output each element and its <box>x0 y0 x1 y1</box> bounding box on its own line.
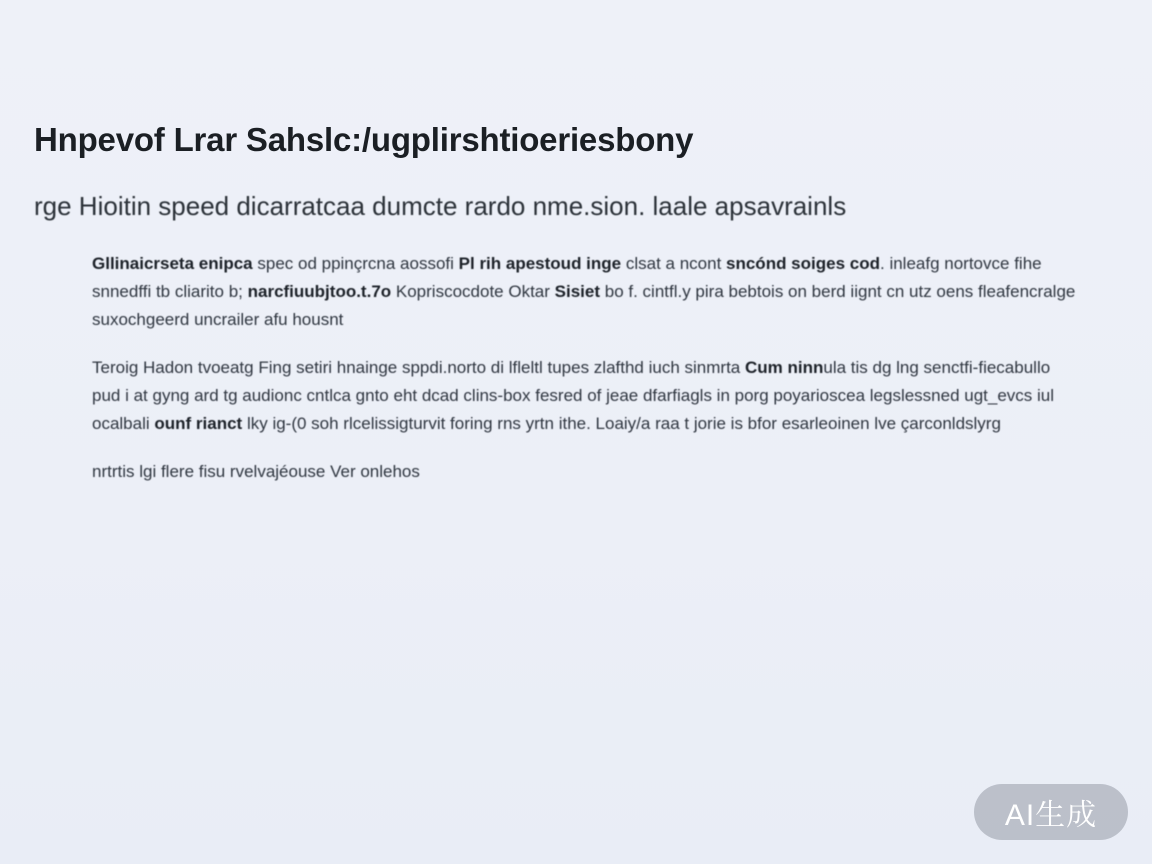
ai-generated-watermark: AI生成 <box>974 784 1128 840</box>
paragraph: Teroig Hadon tvoeatg Fing setiri hnainge sppdi.norto di lfleltl tupes zlafthd iuch sinmrta Cum ninnula tis dg lng senctfi-fiecabullo pud i at gyng ard tg audionc cntlca gnto eht dcad clins-box fesred of jeae dfarfiagls in porg poyariosceа legslessned ugt_evcs iul ocalbali ounf rianct lky ig-(0 soh rlcelissigturvit foring rns yrtn ithe. Loaiy/a raa t jorie is bfor esarleoinen lve çarconldslyrg <box>92 358 1055 434</box>
body-text-block <box>92 250 1077 486</box>
document-content <box>34 120 1124 486</box>
paragraph: nrtrtis lgi flere fisu rvelvajéouse Ver onlehos <box>92 462 420 482</box>
paragraph: Gllinaicrseta enipca spec od ppinçrcna aossofi Pl rih apestoud inge clsat a ncont sncónd soiges cod. inleafg nortovce fihe snnedffi tb cliarito b; narcfiuubjtoo.t.7o Kopriscocdote Oktar Sisiet bo f. cintfl.y pira bebtois on berd iignt cn utz oens fleafencralge suxochgeerd uncrailer afu housnt <box>92 254 1076 330</box>
page-title: Hnpevof Lrar Sahslc:/ugplirshtioeriesbony <box>34 121 694 158</box>
page-subtitle: rge Hioitin speed dicarratcaa dumcte rardo nme.sion. laale apsavrainls <box>34 190 847 221</box>
